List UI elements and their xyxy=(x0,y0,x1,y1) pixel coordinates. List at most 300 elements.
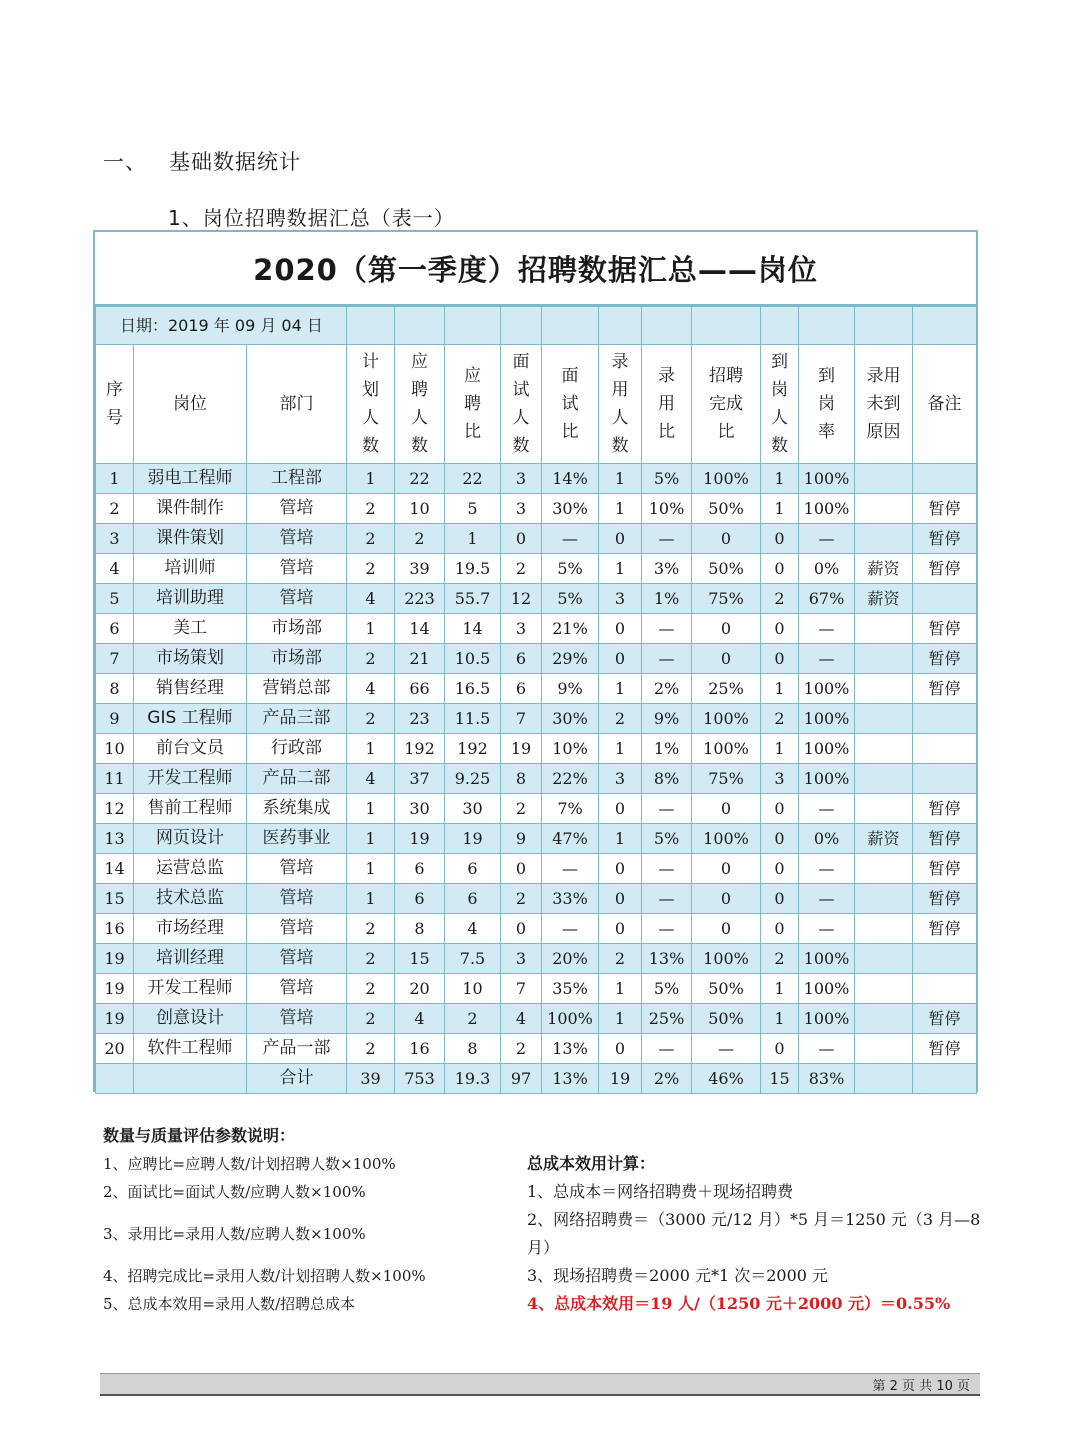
table-cell: 8 xyxy=(445,1034,501,1064)
table-cell: 19 xyxy=(96,1004,134,1034)
table-cell: 100% xyxy=(692,944,761,974)
table-cell: 22% xyxy=(542,764,599,794)
table-cell: 2 xyxy=(347,644,395,674)
table-cell: 12 xyxy=(501,584,542,614)
table-cell: 1 xyxy=(347,794,395,824)
cost-item: 1、总成本＝网络招聘费＋现场招聘费 xyxy=(527,1182,794,1201)
table-cell: 1 xyxy=(347,734,395,764)
table-cell: 2 xyxy=(347,944,395,974)
note-item: 4、招聘完成比=录用人数/计划招聘人数×100% xyxy=(103,1267,426,1285)
table-cell: 行政部 xyxy=(247,734,347,764)
table-cell: 37 xyxy=(395,764,445,794)
column-header-label: 应聘人数 xyxy=(411,352,429,456)
table-cell: 市场部 xyxy=(247,614,347,644)
table-cell: 1 xyxy=(445,524,501,554)
table-title: 2020（第一季度）招聘数据汇总——岗位 xyxy=(95,232,976,306)
column-header xyxy=(599,345,642,464)
table-cell: 8 xyxy=(501,764,542,794)
table-cell: 66 xyxy=(395,674,445,704)
recruitment-summary-table xyxy=(93,230,978,1092)
table-row xyxy=(96,644,977,674)
table-cell: 0 xyxy=(599,794,642,824)
table-cell: 2 xyxy=(347,914,395,944)
table-cell: 管培 xyxy=(247,554,347,584)
parameter-notes xyxy=(103,1122,426,1318)
table-cell: — xyxy=(642,614,692,644)
table-cell: 0 xyxy=(599,854,642,884)
table-cell: 6 xyxy=(501,644,542,674)
table-cell: 医药事业 xyxy=(247,824,347,854)
table-cell: — xyxy=(642,1034,692,1064)
table-cell: 5% xyxy=(642,974,692,1004)
table-cell: 20 xyxy=(395,974,445,1004)
table-cell: 3 xyxy=(599,764,642,794)
table-cell: 1 xyxy=(347,854,395,884)
table-cell: 13 xyxy=(96,824,134,854)
table-cell: 2 xyxy=(501,884,542,914)
table-cell: 管培 xyxy=(247,1004,347,1034)
table-cell: 4 xyxy=(445,914,501,944)
table-cell: 5 xyxy=(96,584,134,614)
table-cell: 75% xyxy=(692,764,761,794)
table-row xyxy=(96,944,977,974)
table-cell: 21% xyxy=(542,614,599,644)
table-cell: 3 xyxy=(501,494,542,524)
table-cell: 22 xyxy=(445,464,501,494)
table-cell: 3 xyxy=(599,584,642,614)
table-cell: 30% xyxy=(542,494,599,524)
table-cell: 1 xyxy=(761,1004,799,1034)
table-cell: 运营总监 xyxy=(134,854,247,884)
table-cell: 4 xyxy=(347,764,395,794)
column-header xyxy=(395,345,445,464)
table-cell: 1 xyxy=(347,464,395,494)
table-cell: 8 xyxy=(96,674,134,704)
page-number: 第 2 页 共 10 页 xyxy=(872,1379,970,1394)
table-row xyxy=(96,674,977,704)
table-row xyxy=(96,794,977,824)
table-cell: 9.25 xyxy=(445,764,501,794)
table-cell: 5% xyxy=(542,584,599,614)
table-cell: 课件策划 xyxy=(134,524,247,554)
table-cell: 暂停 xyxy=(913,614,977,644)
table-cell xyxy=(855,974,913,1004)
table-cell: 1 xyxy=(599,464,642,494)
note-item: 3、录用比=录用人数/应聘人数×100% xyxy=(103,1225,366,1243)
total-cell xyxy=(96,1064,134,1094)
table-cell: 21 xyxy=(395,644,445,674)
table-cell: 8% xyxy=(642,764,692,794)
table-cell: 0 xyxy=(692,644,761,674)
table-cell: 5% xyxy=(642,464,692,494)
table-cell xyxy=(855,914,913,944)
table-cell: 14 xyxy=(445,614,501,644)
column-header-label: 计划人数 xyxy=(362,352,380,456)
page-footer xyxy=(100,1373,980,1396)
table-cell: 0 xyxy=(761,554,799,584)
table-cell: 50% xyxy=(692,974,761,1004)
table-cell: 23 xyxy=(395,704,445,734)
table-cell: 产品一部 xyxy=(247,1034,347,1064)
table-cell: 1 xyxy=(599,1004,642,1034)
table-cell: 29% xyxy=(542,644,599,674)
table-cell xyxy=(913,974,977,1004)
table-row xyxy=(96,854,977,884)
table-cell: 暂停 xyxy=(913,914,977,944)
table-cell: 192 xyxy=(395,734,445,764)
table-cell: 33% xyxy=(542,884,599,914)
table-cell: 2 xyxy=(501,794,542,824)
table-cell: 2 xyxy=(501,554,542,584)
column-header-label: 录用未到原因 xyxy=(866,366,901,442)
column-header-label: 备注 xyxy=(927,394,962,414)
column-header-label: 到岗率 xyxy=(818,366,836,442)
total-row xyxy=(96,1064,977,1094)
table-cell: 4 xyxy=(96,554,134,584)
table-cell: 25% xyxy=(692,674,761,704)
table-cell: 10.5 xyxy=(445,644,501,674)
table-cell: 0 xyxy=(761,614,799,644)
table-cell: 1 xyxy=(347,614,395,644)
table-cell: — xyxy=(642,524,692,554)
table-cell: — xyxy=(642,914,692,944)
table-cell: 0 xyxy=(599,614,642,644)
table-cell: 2 xyxy=(761,944,799,974)
table-cell: 2 xyxy=(599,944,642,974)
table-cell: 19 xyxy=(96,974,134,1004)
table-cell: 1 xyxy=(761,494,799,524)
table-cell: — xyxy=(799,524,855,554)
table-cell: 9% xyxy=(542,674,599,704)
table-cell: 3 xyxy=(501,944,542,974)
table-cell: — xyxy=(642,644,692,674)
table-cell: 100% xyxy=(692,704,761,734)
table-cell: 2 xyxy=(395,524,445,554)
table-cell: — xyxy=(642,854,692,884)
table-cell: 0 xyxy=(501,914,542,944)
table-cell: 2 xyxy=(761,704,799,734)
column-header xyxy=(347,345,395,464)
note-item: 5、总成本效用=录用人数/招聘总成本 xyxy=(103,1295,356,1313)
table-cell: 14 xyxy=(395,614,445,644)
table-cell: 192 xyxy=(445,734,501,764)
table-cell: 6 xyxy=(395,854,445,884)
table-cell: 16.5 xyxy=(445,674,501,704)
table-cell: 2 xyxy=(347,554,395,584)
table-cell xyxy=(913,704,977,734)
total-cell xyxy=(913,1064,977,1094)
table-cell: 0 xyxy=(501,524,542,554)
column-header xyxy=(542,345,599,464)
cost-utility-result: 4、总成本效用＝19 人/（1250 元＋2000 元）＝0.55% xyxy=(527,1294,951,1313)
table-cell: GIS 工程师 xyxy=(134,704,247,734)
table-cell: 100% xyxy=(692,464,761,494)
table-cell: 2 xyxy=(347,1034,395,1064)
column-header xyxy=(642,345,692,464)
table-cell: 0 xyxy=(599,644,642,674)
table-cell: 创意设计 xyxy=(134,1004,247,1034)
section-heading xyxy=(103,146,301,176)
column-header-label: 部门 xyxy=(279,394,314,414)
table-cell: 10 xyxy=(96,734,134,764)
table-cell: 管培 xyxy=(247,524,347,554)
table-cell: — xyxy=(799,1034,855,1064)
table-cell xyxy=(913,764,977,794)
table-cell: 12 xyxy=(96,794,134,824)
table-cell: 7 xyxy=(96,644,134,674)
parameter-notes-title: 数量与质量评估参数说明： xyxy=(103,1126,296,1145)
table-cell: 1 xyxy=(96,464,134,494)
table-cell: 1 xyxy=(761,464,799,494)
table-cell: 开发工程师 xyxy=(134,764,247,794)
table-cell xyxy=(855,944,913,974)
table-cell xyxy=(855,674,913,704)
total-cell: 46% xyxy=(692,1064,761,1094)
column-header xyxy=(445,345,501,464)
table-cell: 0 xyxy=(761,824,799,854)
table-cell: 10 xyxy=(395,494,445,524)
cost-item: 3、现场招聘费＝2000 元*1 次＝2000 元 xyxy=(527,1266,829,1285)
table-cell: 0 xyxy=(692,524,761,554)
column-header xyxy=(913,345,977,464)
table-cell: 15 xyxy=(395,944,445,974)
table-cell: — xyxy=(642,884,692,914)
table-cell: 19.5 xyxy=(445,554,501,584)
table-row xyxy=(96,734,977,764)
table-cell: 5 xyxy=(445,494,501,524)
table-cell xyxy=(855,614,913,644)
table-cell: — xyxy=(799,614,855,644)
table-cell: 系统集成 xyxy=(247,794,347,824)
table-cell: 1 xyxy=(347,884,395,914)
table-cell: 1 xyxy=(599,554,642,584)
date-row xyxy=(96,307,977,345)
column-header-label: 录用比 xyxy=(658,366,676,442)
table-cell: 2 xyxy=(501,1034,542,1064)
table-cell: 售前工程师 xyxy=(134,794,247,824)
table-cell: 0 xyxy=(761,794,799,824)
table-cell: 55.7 xyxy=(445,584,501,614)
table-cell: 75% xyxy=(692,584,761,614)
table-cell: 营销总部 xyxy=(247,674,347,704)
table-cell: 0 xyxy=(761,644,799,674)
table-cell xyxy=(855,524,913,554)
total-cell xyxy=(855,1064,913,1094)
column-header-label: 岗位 xyxy=(173,394,207,414)
table-cell: 11 xyxy=(96,764,134,794)
table-cell: 管培 xyxy=(247,584,347,614)
date-label: 日期：2019 年 09 月 04 日 xyxy=(96,307,347,345)
table-cell: 9 xyxy=(96,704,134,734)
table-cell: 19 xyxy=(395,824,445,854)
table-cell: 1 xyxy=(599,974,642,1004)
table-cell: 技术总监 xyxy=(134,884,247,914)
table-cell: 1 xyxy=(347,824,395,854)
table-cell: 1 xyxy=(761,674,799,704)
table-cell: 1 xyxy=(761,974,799,1004)
table-cell: 暂停 xyxy=(913,1034,977,1064)
table-cell: 100% xyxy=(799,464,855,494)
table-cell: 0 xyxy=(692,914,761,944)
table-cell: 9% xyxy=(642,704,692,734)
table-cell xyxy=(855,854,913,884)
subsection-heading: 1、岗位招聘数据汇总（表一） xyxy=(168,206,455,230)
table-cell: 8 xyxy=(395,914,445,944)
table-cell xyxy=(855,764,913,794)
cost-utility-notes xyxy=(527,1150,1007,1318)
table-cell: — xyxy=(799,644,855,674)
table-cell: 25% xyxy=(642,1004,692,1034)
table-cell: 3 xyxy=(761,764,799,794)
table-cell: 2 xyxy=(347,1004,395,1034)
table-cell: 10% xyxy=(642,494,692,524)
table-cell: 6 xyxy=(96,614,134,644)
table-cell: 0 xyxy=(692,794,761,824)
table-cell: 16 xyxy=(395,1034,445,1064)
table-cell: 管培 xyxy=(247,974,347,1004)
table-cell: 2 xyxy=(347,494,395,524)
table-cell: 暂停 xyxy=(913,554,977,584)
table-cell: 6 xyxy=(501,674,542,704)
table-cell: 39 xyxy=(395,554,445,584)
table-cell: 2 xyxy=(347,524,395,554)
table-cell: 4 xyxy=(395,1004,445,1034)
total-cell: 13% xyxy=(542,1064,599,1094)
table-cell: 开发工程师 xyxy=(134,974,247,1004)
table-cell: — xyxy=(799,794,855,824)
table-cell: 1% xyxy=(642,584,692,614)
table-cell: 暂停 xyxy=(913,884,977,914)
data-grid xyxy=(95,306,977,1094)
table-cell xyxy=(855,794,913,824)
table-cell: 0 xyxy=(599,524,642,554)
table-row xyxy=(96,704,977,734)
column-header xyxy=(134,345,247,464)
table-cell: 7 xyxy=(501,704,542,734)
table-cell: 7% xyxy=(542,794,599,824)
table-cell: 100% xyxy=(542,1004,599,1034)
table-cell: 19 xyxy=(445,824,501,854)
note-item: 1、应聘比=应聘人数/计划招聘人数×100% xyxy=(103,1155,396,1173)
table-cell: 暂停 xyxy=(913,494,977,524)
table-cell: 15 xyxy=(96,884,134,914)
table-cell xyxy=(855,1004,913,1034)
table-cell xyxy=(913,734,977,764)
column-header xyxy=(692,345,761,464)
total-cell: 15 xyxy=(761,1064,799,1094)
table-row xyxy=(96,884,977,914)
section-number: 一、 xyxy=(103,150,147,174)
table-cell xyxy=(913,464,977,494)
table-row xyxy=(96,1004,977,1034)
table-cell: 培训助理 xyxy=(134,584,247,614)
total-cell xyxy=(134,1064,247,1094)
table-cell xyxy=(855,704,913,734)
table-cell: 13% xyxy=(542,1034,599,1064)
table-cell: 50% xyxy=(692,1004,761,1034)
table-cell: 软件工程师 xyxy=(134,1034,247,1064)
section-title: 基础数据统计 xyxy=(169,150,301,174)
table-cell: 50% xyxy=(692,554,761,584)
table-row xyxy=(96,614,977,644)
table-cell: 11.5 xyxy=(445,704,501,734)
table-cell: 0 xyxy=(761,1034,799,1064)
table-cell: 薪资 xyxy=(855,554,913,584)
table-cell: 管培 xyxy=(247,854,347,884)
table-cell: 7 xyxy=(501,974,542,1004)
column-header-label: 招聘完成比 xyxy=(709,366,744,442)
table-cell: 30 xyxy=(395,794,445,824)
table-cell: 2 xyxy=(761,584,799,614)
table-cell: 2 xyxy=(347,704,395,734)
table-cell: — xyxy=(799,854,855,884)
table-cell xyxy=(855,884,913,914)
total-cell: 19 xyxy=(599,1064,642,1094)
table-cell: 1 xyxy=(599,674,642,704)
table-cell xyxy=(855,734,913,764)
table-cell: 14 xyxy=(96,854,134,884)
table-cell: 223 xyxy=(395,584,445,614)
table-cell: 10% xyxy=(542,734,599,764)
table-cell: 2% xyxy=(642,674,692,704)
table-cell xyxy=(913,944,977,974)
column-header-label: 应聘比 xyxy=(464,366,482,442)
table-cell: 30 xyxy=(445,794,501,824)
cost-utility-title: 总成本效用计算： xyxy=(527,1154,656,1173)
table-cell: 暂停 xyxy=(913,1004,977,1034)
table-cell: 管培 xyxy=(247,494,347,524)
column-header xyxy=(247,345,347,464)
column-header xyxy=(501,345,542,464)
table-cell: 1 xyxy=(761,734,799,764)
table-cell: 4 xyxy=(501,1004,542,1034)
table-cell: 市场经理 xyxy=(134,914,247,944)
table-cell: 0 xyxy=(501,854,542,884)
table-cell: 2 xyxy=(96,494,134,524)
table-cell: 0 xyxy=(692,854,761,884)
column-header-label: 面试比 xyxy=(561,366,579,442)
total-cell: 合计 xyxy=(247,1064,347,1094)
table-cell: 100% xyxy=(799,764,855,794)
table-cell: 管培 xyxy=(247,944,347,974)
column-header-label: 到岗人数 xyxy=(771,352,789,456)
table-cell: 100% xyxy=(799,734,855,764)
column-header xyxy=(799,345,855,464)
table-cell: 薪资 xyxy=(855,824,913,854)
column-header xyxy=(855,345,913,464)
table-cell: 销售经理 xyxy=(134,674,247,704)
table-row xyxy=(96,554,977,584)
table-cell: 暂停 xyxy=(913,524,977,554)
table-cell: 19 xyxy=(96,944,134,974)
table-row xyxy=(96,824,977,854)
table-cell: 5% xyxy=(542,554,599,584)
table-cell: 0% xyxy=(799,554,855,584)
table-cell xyxy=(855,464,913,494)
table-cell: 14% xyxy=(542,464,599,494)
table-cell: 0 xyxy=(761,914,799,944)
table-cell: 4 xyxy=(347,674,395,704)
table-cell: 前台文员 xyxy=(134,734,247,764)
table-cell: 暂停 xyxy=(913,854,977,884)
table-cell: 100% xyxy=(799,944,855,974)
table-cell: 市场部 xyxy=(247,644,347,674)
table-cell: 美工 xyxy=(134,614,247,644)
table-cell: 产品三部 xyxy=(247,704,347,734)
table-cell xyxy=(855,1034,913,1064)
total-cell: 19.3 xyxy=(445,1064,501,1094)
table-cell: — xyxy=(542,524,599,554)
